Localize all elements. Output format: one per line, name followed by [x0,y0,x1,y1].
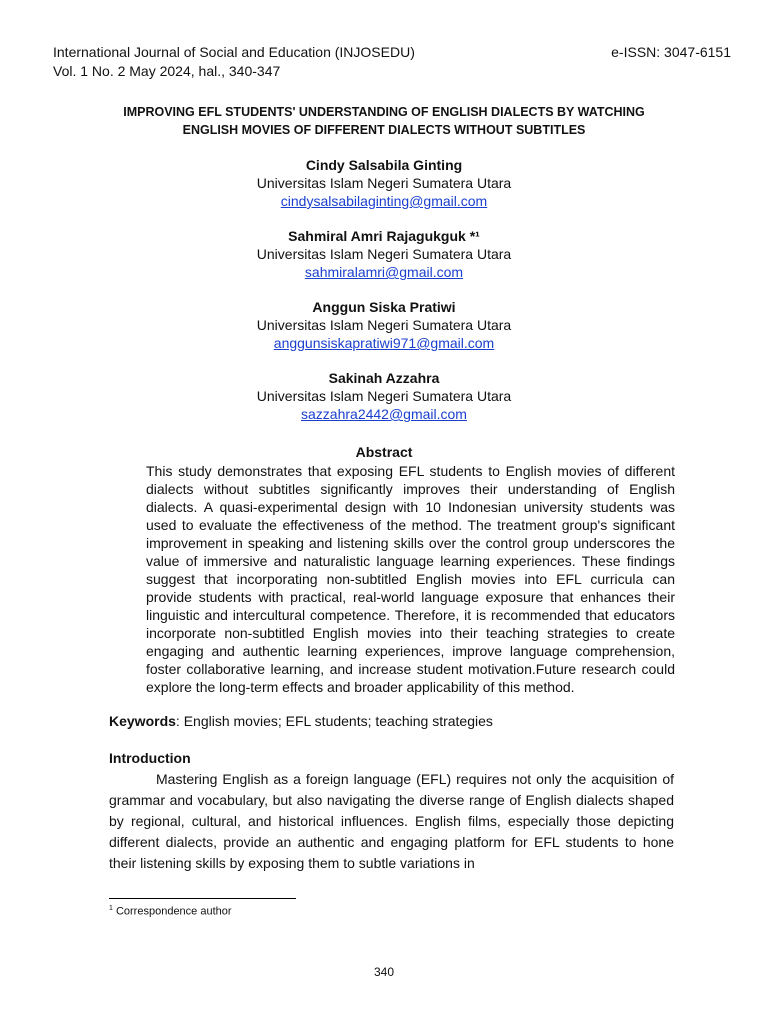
author-name: Sakinah Azzahra [328,370,440,386]
journal-name: International Journal of Social and Education (INJOSEDU) [53,44,415,60]
author-email-link[interactable]: sazzahra2442@gmail.com [301,406,467,422]
author-email-link[interactable]: cindysalsabilaginting@gmail.com [280,193,488,209]
running-header [53,43,731,81]
title-line-2: ENGLISH MOVIES OF DIFFERENT DIALECTS WITHOUT SUBTITLES [182,123,586,137]
author-block [0,156,768,210]
author-block [0,369,768,423]
footnote-text: Correspondence author [112,905,232,918]
footnote [109,905,232,918]
abstract-text: This study demonstrates that exposing EFL students to English movies of different dialects without subtitles significantly improves their understanding of English dialects. A quasi-experimental design with 10 Indonesian university students was used to evaluate the effectiveness of the method. The treatment group's significant improvement in speaking and listening skills over the control group underscores the value of immersive and naturalistic language learning experiences. These findings suggest that incorporating non-subtitled English movies into EFL curricula can provide students with practical, real-world language exposure that enhances their linguistic and intercultural competence. Therefore, it is recommended that educators incorporate non-subtitled English movies into their teaching strategies to create engaging and authentic learning experiences, improve language comprehension, foster collaborative learning, and increase student motivation.Future research could explore the long-term effects and broader applicability of this method. [146,463,675,695]
keywords-line [109,712,493,730]
footnote-marker: 1 [109,905,113,912]
author-affiliation: Universitas Islam Negeri Sumatera Utara [256,317,512,333]
author-block [0,298,768,352]
author-name: Anggun Siska Pratiwi [312,299,456,315]
author-name: Cindy Salsabila Ginting [305,157,463,173]
footnote-divider [109,898,296,899]
author-block [0,227,768,281]
paper-title [100,103,668,139]
introduction-text: Mastering English as a foreign language (EFL) requires not only the acquisition of grammar and vocabulary, but also navigating the diverse range of English dialects shaped by regional, cultural, and historical influences. English films, especially those depicting different dialects, provide an authentic and engaging platform for EFL students to hone their listening skills by exposing them to subtle variations in [109,771,674,871]
abstract-heading: Abstract [355,444,413,460]
author-name: Sahmiral Amri Rajagukguk *¹ [288,228,480,244]
title-line-1: IMPROVING EFL STUDENTS' UNDERSTANDING OF ENGLISH DIALECTS BY WATCHING [123,105,645,119]
author-affiliation: Universitas Islam Negeri Sumatera Utara [256,388,512,404]
author-email-link[interactable]: anggunsiskapratiwi971@gmail.com [273,335,495,351]
keywords-text: : English movies; EFL students; teaching strategies [175,713,493,729]
author-affiliation: Universitas Islam Negeri Sumatera Utara [256,246,512,262]
keywords-label: Keywords [109,713,176,729]
introduction-heading: Introduction [109,750,191,766]
page-number: 340 [373,965,395,979]
issn: e-ISSN: 3047-6151 [611,44,731,60]
author-list [0,156,768,440]
volume-info: Vol. 1 No. 2 May 2024, hal., 340-347 [53,63,281,79]
author-email-link[interactable]: sahmiralamri@gmail.com [304,264,464,280]
author-affiliation: Universitas Islam Negeri Sumatera Utara [256,175,512,191]
